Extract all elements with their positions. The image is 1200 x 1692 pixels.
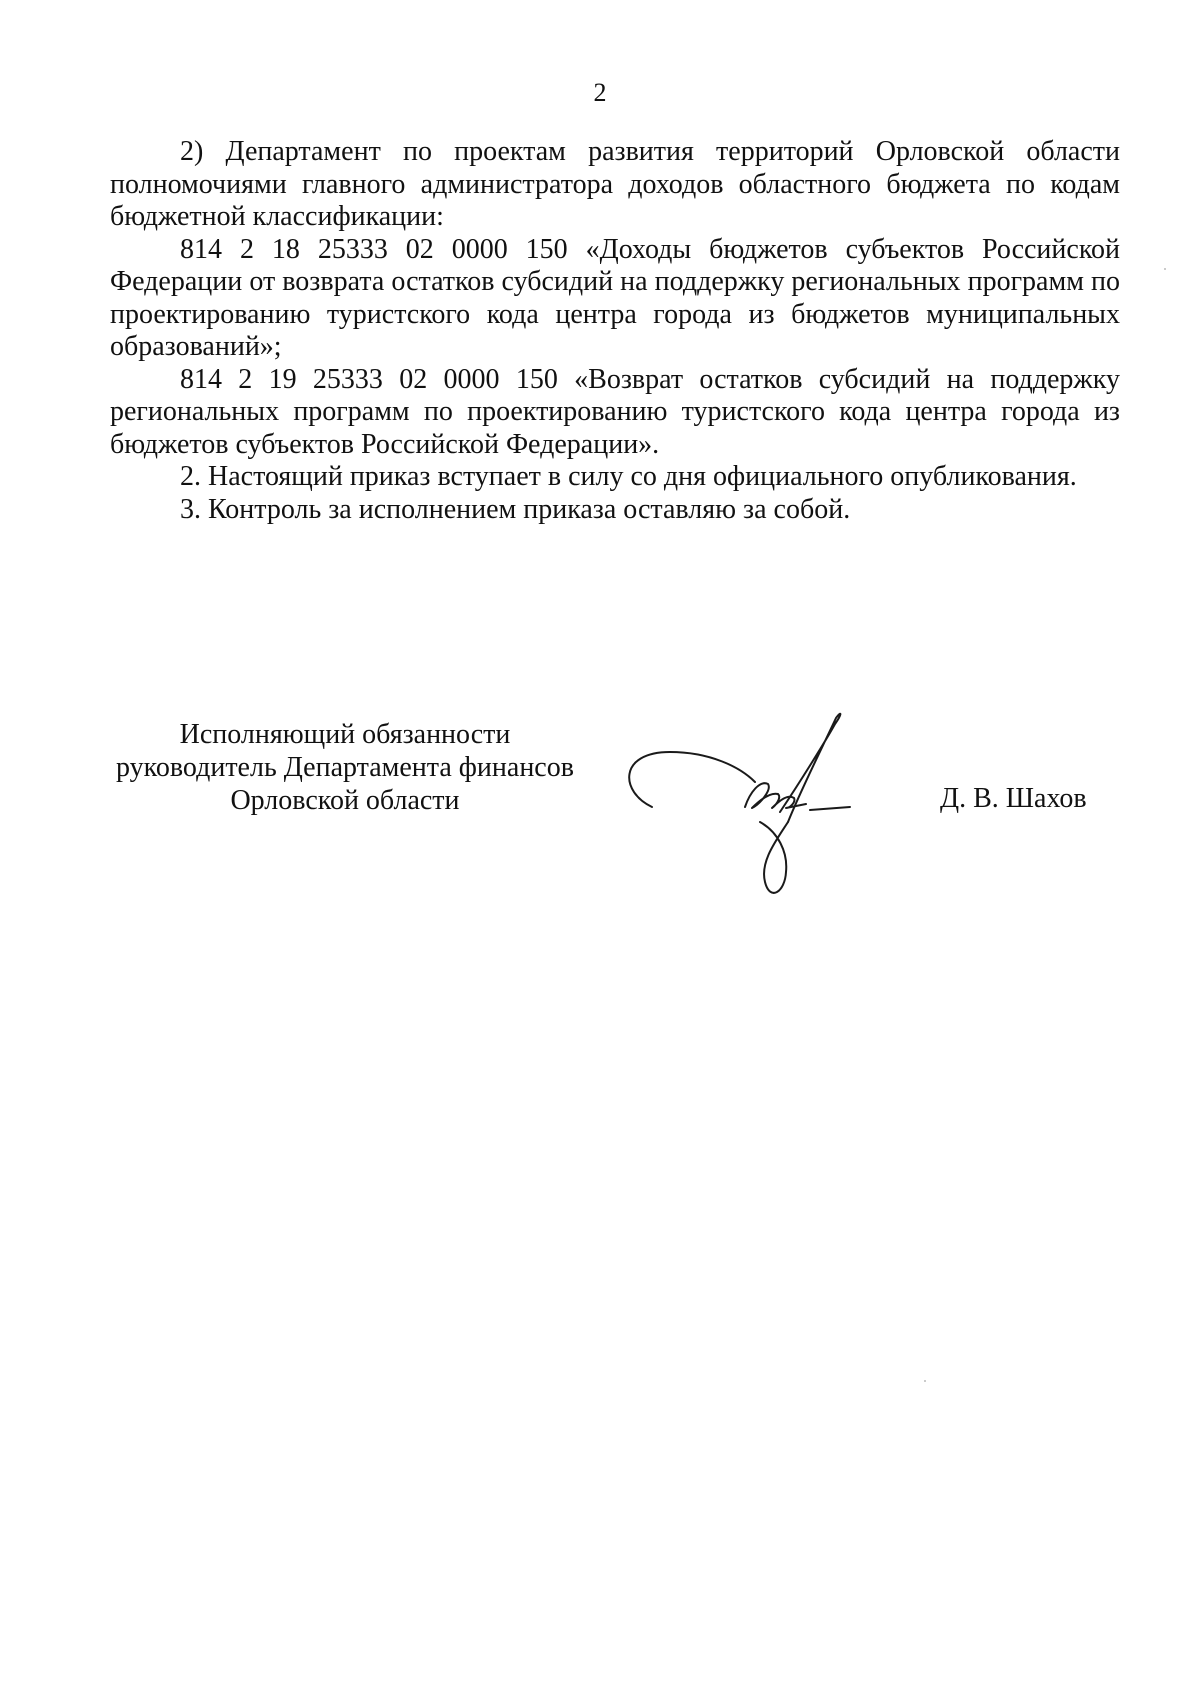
signer-name: Д. В. Шахов: [940, 783, 1087, 814]
paragraph-code-218: 814 2 18 25333 02 0000 150 «Доходы бюджетов субъектов Российской Федерации от возврата остатков субсидий на поддержку региональных программ по проектированию туристского кода центра города из бюджетов муниципальных образований»;: [110, 233, 1120, 362]
document-body: [110, 136, 1120, 526]
scan-speck: [924, 1380, 926, 1382]
paragraph-control: 3. Контроль за исполнением приказа оставляю за собой.: [180, 493, 851, 525]
scan-speck: [1164, 268, 1166, 270]
signer-position-line: Орловской области: [230, 785, 460, 816]
signer-position-line: Исполняющий обязанности: [179, 719, 511, 750]
paragraph-effective-date: 2. Настоящий приказ вступает в силу со дня официального опубликования.: [180, 461, 1077, 492]
page-number: 2: [593, 78, 607, 107]
signer-position-line: руководитель Департамента финансов: [116, 752, 574, 783]
signer-position: [100, 718, 590, 817]
handwritten-signature: [610, 712, 910, 902]
paragraph-department-powers: 2) Департамент по проектам развития территорий Орловской области полномочиями главного администратора доходов областного бюджета по кодам бюджетной классификации:: [110, 136, 1120, 232]
paragraph-code-219: 814 2 19 25333 02 0000 150 «Возврат остатков субсидий на поддержку региональных программ по проектированию туристского кода центра города из бюджетов субъектов Российской Федерации».: [110, 363, 1120, 460]
